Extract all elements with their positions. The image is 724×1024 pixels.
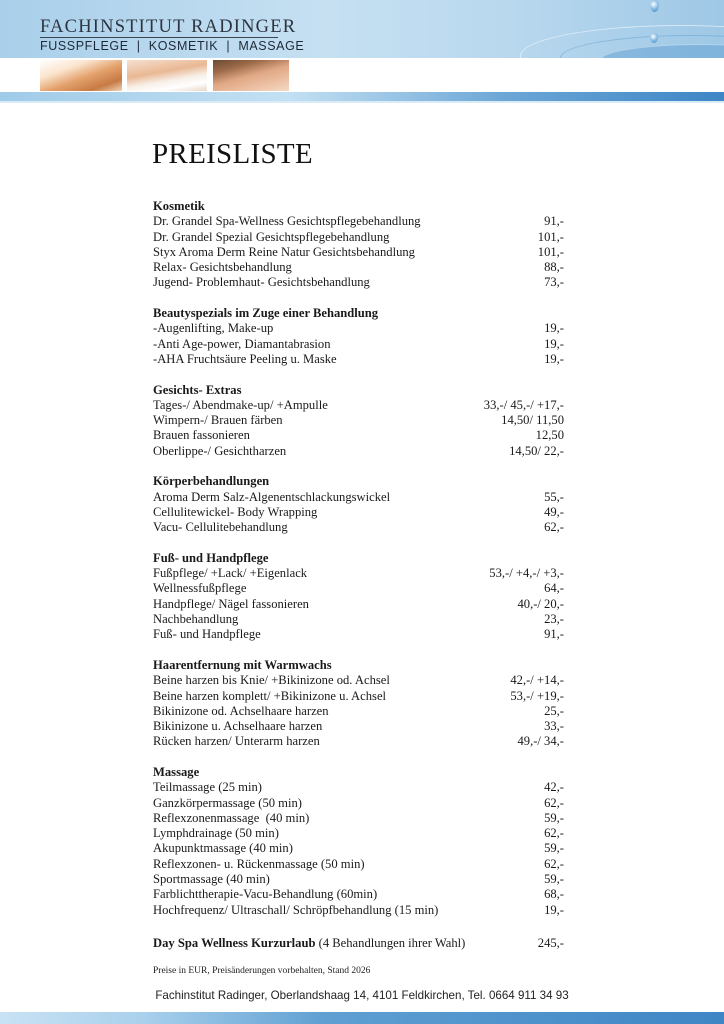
item-name: -Augenlifting, Make-up <box>153 321 274 336</box>
item-name: Akupunktmassage (40 min) <box>153 841 293 856</box>
section-heading: Massage <box>153 764 200 779</box>
brand-tagline: FUSSPFLEGE | KOSMETIK | MASSAGE <box>40 39 305 53</box>
price-row <box>153 230 564 245</box>
item-price: 33,-/ 45,-/ +17,- <box>483 397 564 412</box>
header-bottom-band <box>0 92 724 101</box>
price-row <box>153 428 564 443</box>
item-price: 73,- <box>544 275 564 290</box>
price-row <box>153 689 564 704</box>
item-price: 23,- <box>544 612 564 627</box>
price-section <box>153 551 564 643</box>
item-name: Fußpflege/ +Lack/ +Eigenlack <box>153 566 308 581</box>
price-section <box>153 383 564 459</box>
item-name: -Anti Age-power, Diamantabrasion <box>153 336 331 351</box>
item-name: Ganzkörpermassage (50 min) <box>153 795 302 810</box>
item-name: Vacu- Cellulitebehandlung <box>153 520 288 535</box>
item-name: Farblichttherapie-Vacu-Behandlung (60min) <box>153 887 378 902</box>
item-price: 33,- <box>544 719 564 734</box>
item-price: 19,- <box>544 351 564 366</box>
item-name: Brauen fassonieren <box>153 428 250 443</box>
price-row <box>153 260 564 275</box>
item-price: 62,- <box>544 795 564 810</box>
dayspa-offer <box>153 936 564 951</box>
price-row <box>153 321 564 336</box>
item-price: 14,50/ 22,- <box>509 443 564 458</box>
item-price: 53,-/ +4,-/ +3,- <box>489 566 564 581</box>
price-section <box>153 199 564 291</box>
footer-band <box>0 1012 724 1024</box>
item-name: Hochfrequenz/ Ultraschall/ Schröpfbehandlung (15 min) <box>153 902 439 917</box>
item-name: Tages-/ Abendmake-up/ +Ampulle <box>153 397 328 412</box>
price-row <box>153 398 564 413</box>
price-row <box>153 796 564 811</box>
price-row <box>153 887 564 902</box>
page-title: PREISLISTE <box>152 138 313 170</box>
price-row <box>153 566 564 581</box>
price-row <box>153 719 564 734</box>
price-list <box>153 199 564 933</box>
price-row <box>153 841 564 856</box>
section-heading: Gesichts- Extras <box>153 382 242 397</box>
price-row <box>153 857 564 872</box>
dayspa-name-detail: (4 Behandlungen ihrer Wahl) <box>315 936 466 950</box>
water-drop-icon <box>650 0 659 12</box>
price-section <box>153 306 564 367</box>
item-name: Reflexzonenmassage (40 min) <box>153 810 310 825</box>
facial-treatment-photo <box>127 60 207 91</box>
brand-name: FACHINSTITUT RADINGER <box>40 17 297 37</box>
price-row <box>153 826 564 841</box>
item-name: Beine harzen bis Knie/ +Bikinizone od. Achsel <box>153 673 390 688</box>
section-heading: Kosmetik <box>153 199 205 213</box>
item-price: 42,- <box>544 780 564 795</box>
price-row <box>153 811 564 826</box>
section-heading: Beautyspezials im Zuge einer Behandlung <box>153 306 379 321</box>
item-name: Handpflege/ Nägel fassonieren <box>153 596 309 611</box>
price-row <box>153 673 564 688</box>
item-price: 101,- <box>537 244 564 259</box>
price-section <box>153 474 564 535</box>
item-price: 62,- <box>544 520 564 535</box>
item-price: 42,-/ +14,- <box>510 673 564 688</box>
item-name: Teilmassage (25 min) <box>153 780 262 795</box>
item-price: 68,- <box>544 887 564 902</box>
dayspa-name-bold: Day Spa Wellness Kurzurlaub <box>153 936 316 950</box>
item-name: Rücken harzen/ Unterarm harzen <box>153 734 320 749</box>
footer-address: Fachinstitut Radinger, Oberlandshaag 14, 4101 Feldkirchen, Tel. 0664 911 34 93 <box>155 989 569 1002</box>
header-bottom-line <box>0 101 724 103</box>
item-price: 64,- <box>544 581 564 596</box>
price-row <box>153 734 564 749</box>
price-row <box>153 903 564 918</box>
section-heading: Fuß- und Handpflege <box>153 550 269 565</box>
item-price: 19,- <box>544 336 564 351</box>
item-price: 88,- <box>544 260 564 275</box>
price-row <box>153 245 564 260</box>
price-row <box>153 872 564 887</box>
item-price: 40,-/ 20,- <box>517 596 564 611</box>
price-row <box>153 337 564 352</box>
item-price: 62,- <box>544 856 564 871</box>
item-name: Jugend- Problemhaut- Gesichtsbehandlung <box>153 275 370 290</box>
item-price: 91,- <box>544 214 564 229</box>
price-row <box>153 627 564 642</box>
item-price: 59,- <box>544 872 564 887</box>
price-row <box>153 352 564 367</box>
item-name: Reflexzonen- u. Rückenmassage (50 min) <box>153 856 365 871</box>
item-price: 19,- <box>544 902 564 917</box>
price-note: Preise in EUR, Preisänderungen vorbehalten, Stand 2026 <box>153 966 371 976</box>
price-row <box>153 413 564 428</box>
item-name: Wellnessfußpflege <box>153 581 247 596</box>
item-name: Wimpern-/ Brauen färben <box>153 413 283 428</box>
item-name: Aroma Derm Salz-Algenentschlackungswickel <box>153 489 391 504</box>
item-price: 19,- <box>544 321 564 336</box>
item-price: 12,50 <box>535 428 564 443</box>
item-name: Relax- Gesichtsbehandlung <box>153 260 292 275</box>
foot-massage-photo <box>40 60 122 91</box>
item-name: Fuß- und Handpflege <box>153 627 261 642</box>
price-section <box>153 658 564 750</box>
price-row <box>153 780 564 795</box>
price-row <box>153 214 564 229</box>
price-row <box>153 444 564 459</box>
price-row <box>153 520 564 535</box>
section-heading: Haarentfernung mit Warmwachs <box>153 657 332 672</box>
price-section <box>153 765 564 918</box>
section-heading: Körperbehandlungen <box>153 474 270 489</box>
item-price: 49,- <box>544 504 564 519</box>
item-name: Bikinizone od. Achselhaare harzen <box>153 703 329 718</box>
price-row <box>153 505 564 520</box>
brand-underline <box>40 37 278 38</box>
item-price: 101,- <box>537 229 564 244</box>
price-row <box>153 704 564 719</box>
back-massage-photo <box>213 60 289 91</box>
item-name: Cellulitewickel- Body Wrapping <box>153 504 318 519</box>
item-price: 14,50/ 11,50 <box>501 413 564 428</box>
item-name: Bikinizone u. Achselhaare harzen <box>153 719 323 734</box>
item-name: Dr. Grandel Spezial Gesichtspflegebehandlung <box>153 229 390 244</box>
item-price: 25,- <box>544 703 564 718</box>
header-banner <box>0 0 724 58</box>
item-price: 49,-/ 34,- <box>517 734 564 749</box>
item-price: 62,- <box>544 826 564 841</box>
item-name: Oberlippe-/ Gesichtharzen <box>153 443 287 458</box>
price-row <box>153 597 564 612</box>
price-row <box>153 581 564 596</box>
item-name: Dr. Grandel Spa-Wellness Gesichtspflegebehandlung <box>153 214 421 229</box>
photo-strip <box>0 58 724 92</box>
item-price: 59,- <box>544 841 564 856</box>
dayspa-name <box>153 936 465 951</box>
price-row <box>153 490 564 505</box>
item-name: Beine harzen komplett/ +Bikinizone u. Achsel <box>153 688 387 703</box>
item-name: Nachbehandlung <box>153 612 239 627</box>
dayspa-price: 245,- <box>537 936 564 950</box>
price-row <box>153 612 564 627</box>
item-name: -AHA Fruchtsäure Peeling u. Maske <box>153 351 337 366</box>
item-name: Styx Aroma Derm Reine Natur Gesichtsbehandlung <box>153 244 415 259</box>
item-price: 55,- <box>544 489 564 504</box>
item-name: Sportmassage (40 min) <box>153 872 270 887</box>
item-name: Lymphdrainage (50 min) <box>153 826 279 841</box>
item-price: 59,- <box>544 810 564 825</box>
item-price: 91,- <box>544 627 564 642</box>
price-row <box>153 275 564 290</box>
item-price: 53,-/ +19,- <box>510 688 564 703</box>
